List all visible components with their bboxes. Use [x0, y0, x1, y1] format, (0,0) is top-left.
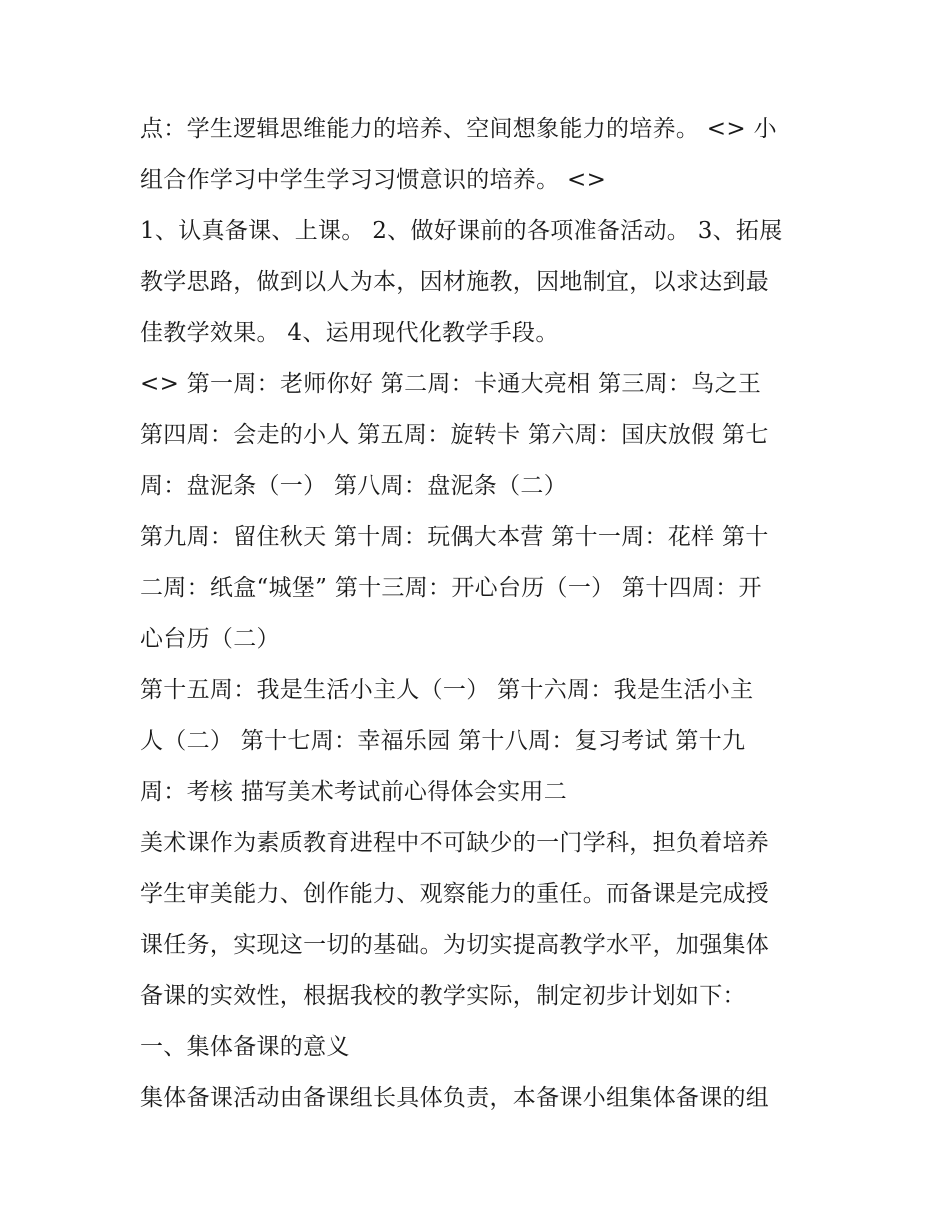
- text-line: 课任务，实现这一切的基础。为切实提高教学水平，加强集体: [140, 932, 770, 958]
- text-line: 组合作学习中学生学习习惯意识的培养。 <>: [140, 167, 607, 193]
- text-line: 1、认真备课、上课。 2、做好课前的各项准备活动。 3、拓展: [140, 218, 783, 244]
- text-line: 佳教学效果。 4、运用现代化教学手段。: [140, 320, 559, 346]
- text-line: 周：盘泥条（一） 第八周：盘泥条（二）: [140, 473, 568, 499]
- text-line: 第十五周：我是生活小主人（一） 第十六周：我是生活小主: [140, 677, 754, 703]
- text-line: 人（二） 第十七周：幸福乐园 第十八周：复习考试 第十九: [140, 728, 746, 754]
- document-body: [140, 104, 816, 1124]
- text-line: 第九周：留住秋天 第十周：玩偶大本营 第十一周：花样 第十: [140, 524, 769, 550]
- text-line: 点：学生逻辑思维能力的培养、空间想象能力的培养。 <> 小: [140, 116, 777, 142]
- text-line: 美术课作为素质教育进程中不可缺少的一门学科，担负着培养: [140, 830, 770, 856]
- text-line: 集体备课活动由备课组长具体负责，本备课小组集体备课的组: [140, 1085, 770, 1111]
- text-line: 心台历（二）: [140, 626, 280, 652]
- text-line: 备课的实效性，根据我校的教学实际，制定初步计划如下：: [140, 983, 746, 1009]
- text-line: 二周：纸盒“城堡” 第十三周：开心台历（一） 第十四周：开: [140, 575, 762, 601]
- text-line: 周：考核 描写美术考试前心得体会实用二: [140, 779, 568, 805]
- text-line: 学生审美能力、创作能力、观察能力的重任。而备课是完成授: [140, 881, 770, 907]
- text-line: <> 第一周：老师你好 第二周：卡通大亮相 第三周：鸟之王: [140, 371, 762, 397]
- text-line: 教学思路，做到以人为本，因材施教，因地制宜，以求达到最: [140, 269, 770, 295]
- section-heading: 一、集体备课的意义: [140, 1034, 350, 1060]
- text-line: 第四周：会走的小人 第五周：旋转卡 第六周：国庆放假 第七: [140, 422, 769, 448]
